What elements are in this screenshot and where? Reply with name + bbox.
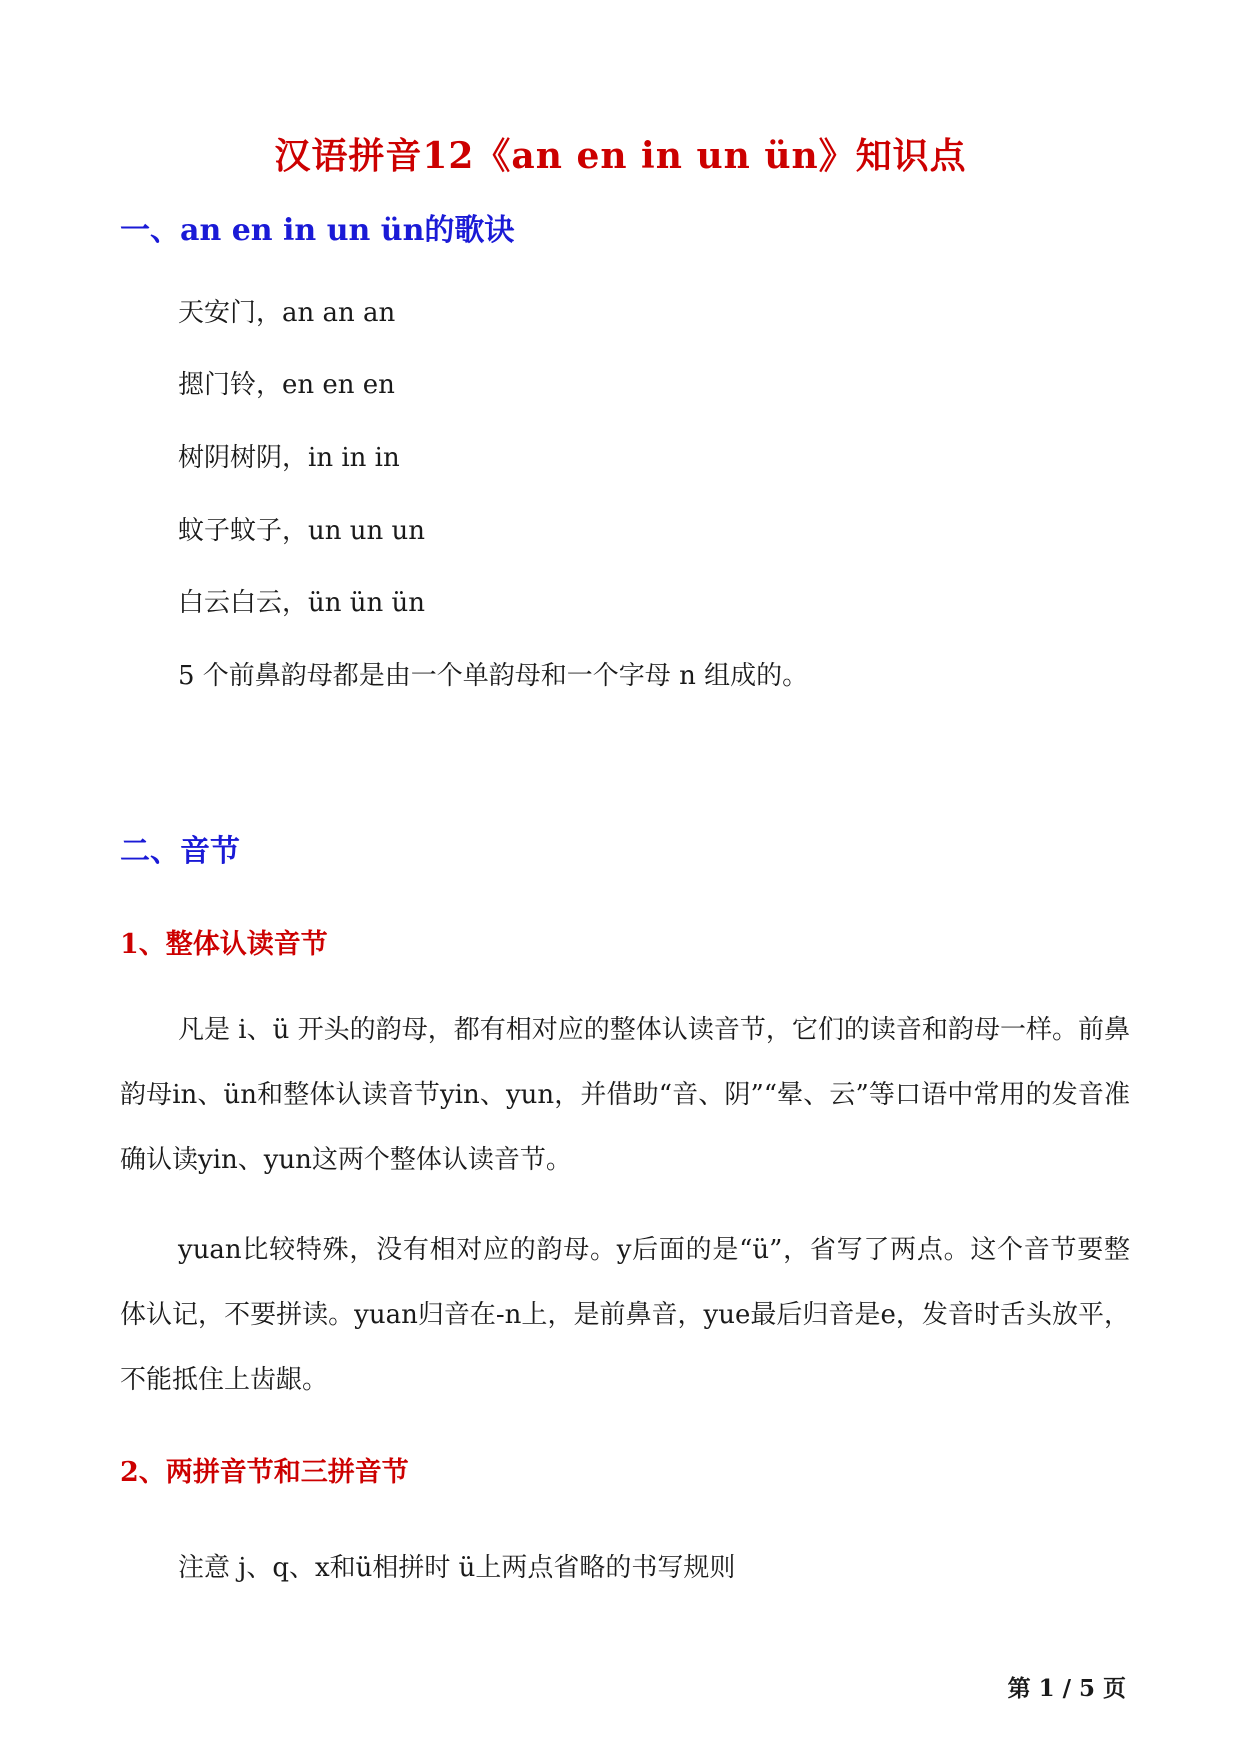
subsection-heading-whole-syllables: 1、整体认读音节 xyxy=(120,929,328,960)
song-line: 天安门，an an an xyxy=(178,298,396,328)
note-line: 注意 j、q、x和ü相拼时 ü上两点省略的书写规则 xyxy=(178,1553,736,1583)
song-line: 树阴树阴，in in in xyxy=(178,443,400,473)
page-number: 第 1 / 5 页 xyxy=(1007,1675,1126,1702)
song-line: 白云白云，ün ün ün xyxy=(178,588,426,618)
song-line: 摁门铃，en en en xyxy=(178,370,395,400)
section-heading-syllables: 二、音节 xyxy=(120,834,240,869)
document-title: 汉语拼音12《an en in un ün》知识点 xyxy=(274,135,967,177)
song-line: 蚊子蚊子，un un un xyxy=(178,516,426,546)
paragraph-whole-syllables: 凡是 i、ü 开头的韵母，都有相对应的整体认读音节，它们的读音和韵母一样。前鼻韵母in、ün和整体认读音节yin、yun，并借助“音、阴”“晕、云”等口语中常用的发音准确认读yin、yun这两个整体认读音节。 xyxy=(120,1015,1130,1175)
subsection-heading-two-three-syllables: 2、两拼音节和三拼音节 xyxy=(120,1457,409,1488)
section-heading-songs: 一、an en in un ün的歌诀 xyxy=(120,213,515,248)
song-summary: 5 个前鼻韵母都是由一个单韵母和一个字母 n 组成的。 xyxy=(178,661,809,691)
paragraph-yuan: yuan比较特殊，没有相对应的韵母。y后面的是“ü”，省写了两点。这个音节要整体认记，不要拼读。yuan归音在-n上，是前鼻音，yue最后归音是e，发音时舌头放平，不能抵住上齿龈。 xyxy=(120,1235,1130,1395)
